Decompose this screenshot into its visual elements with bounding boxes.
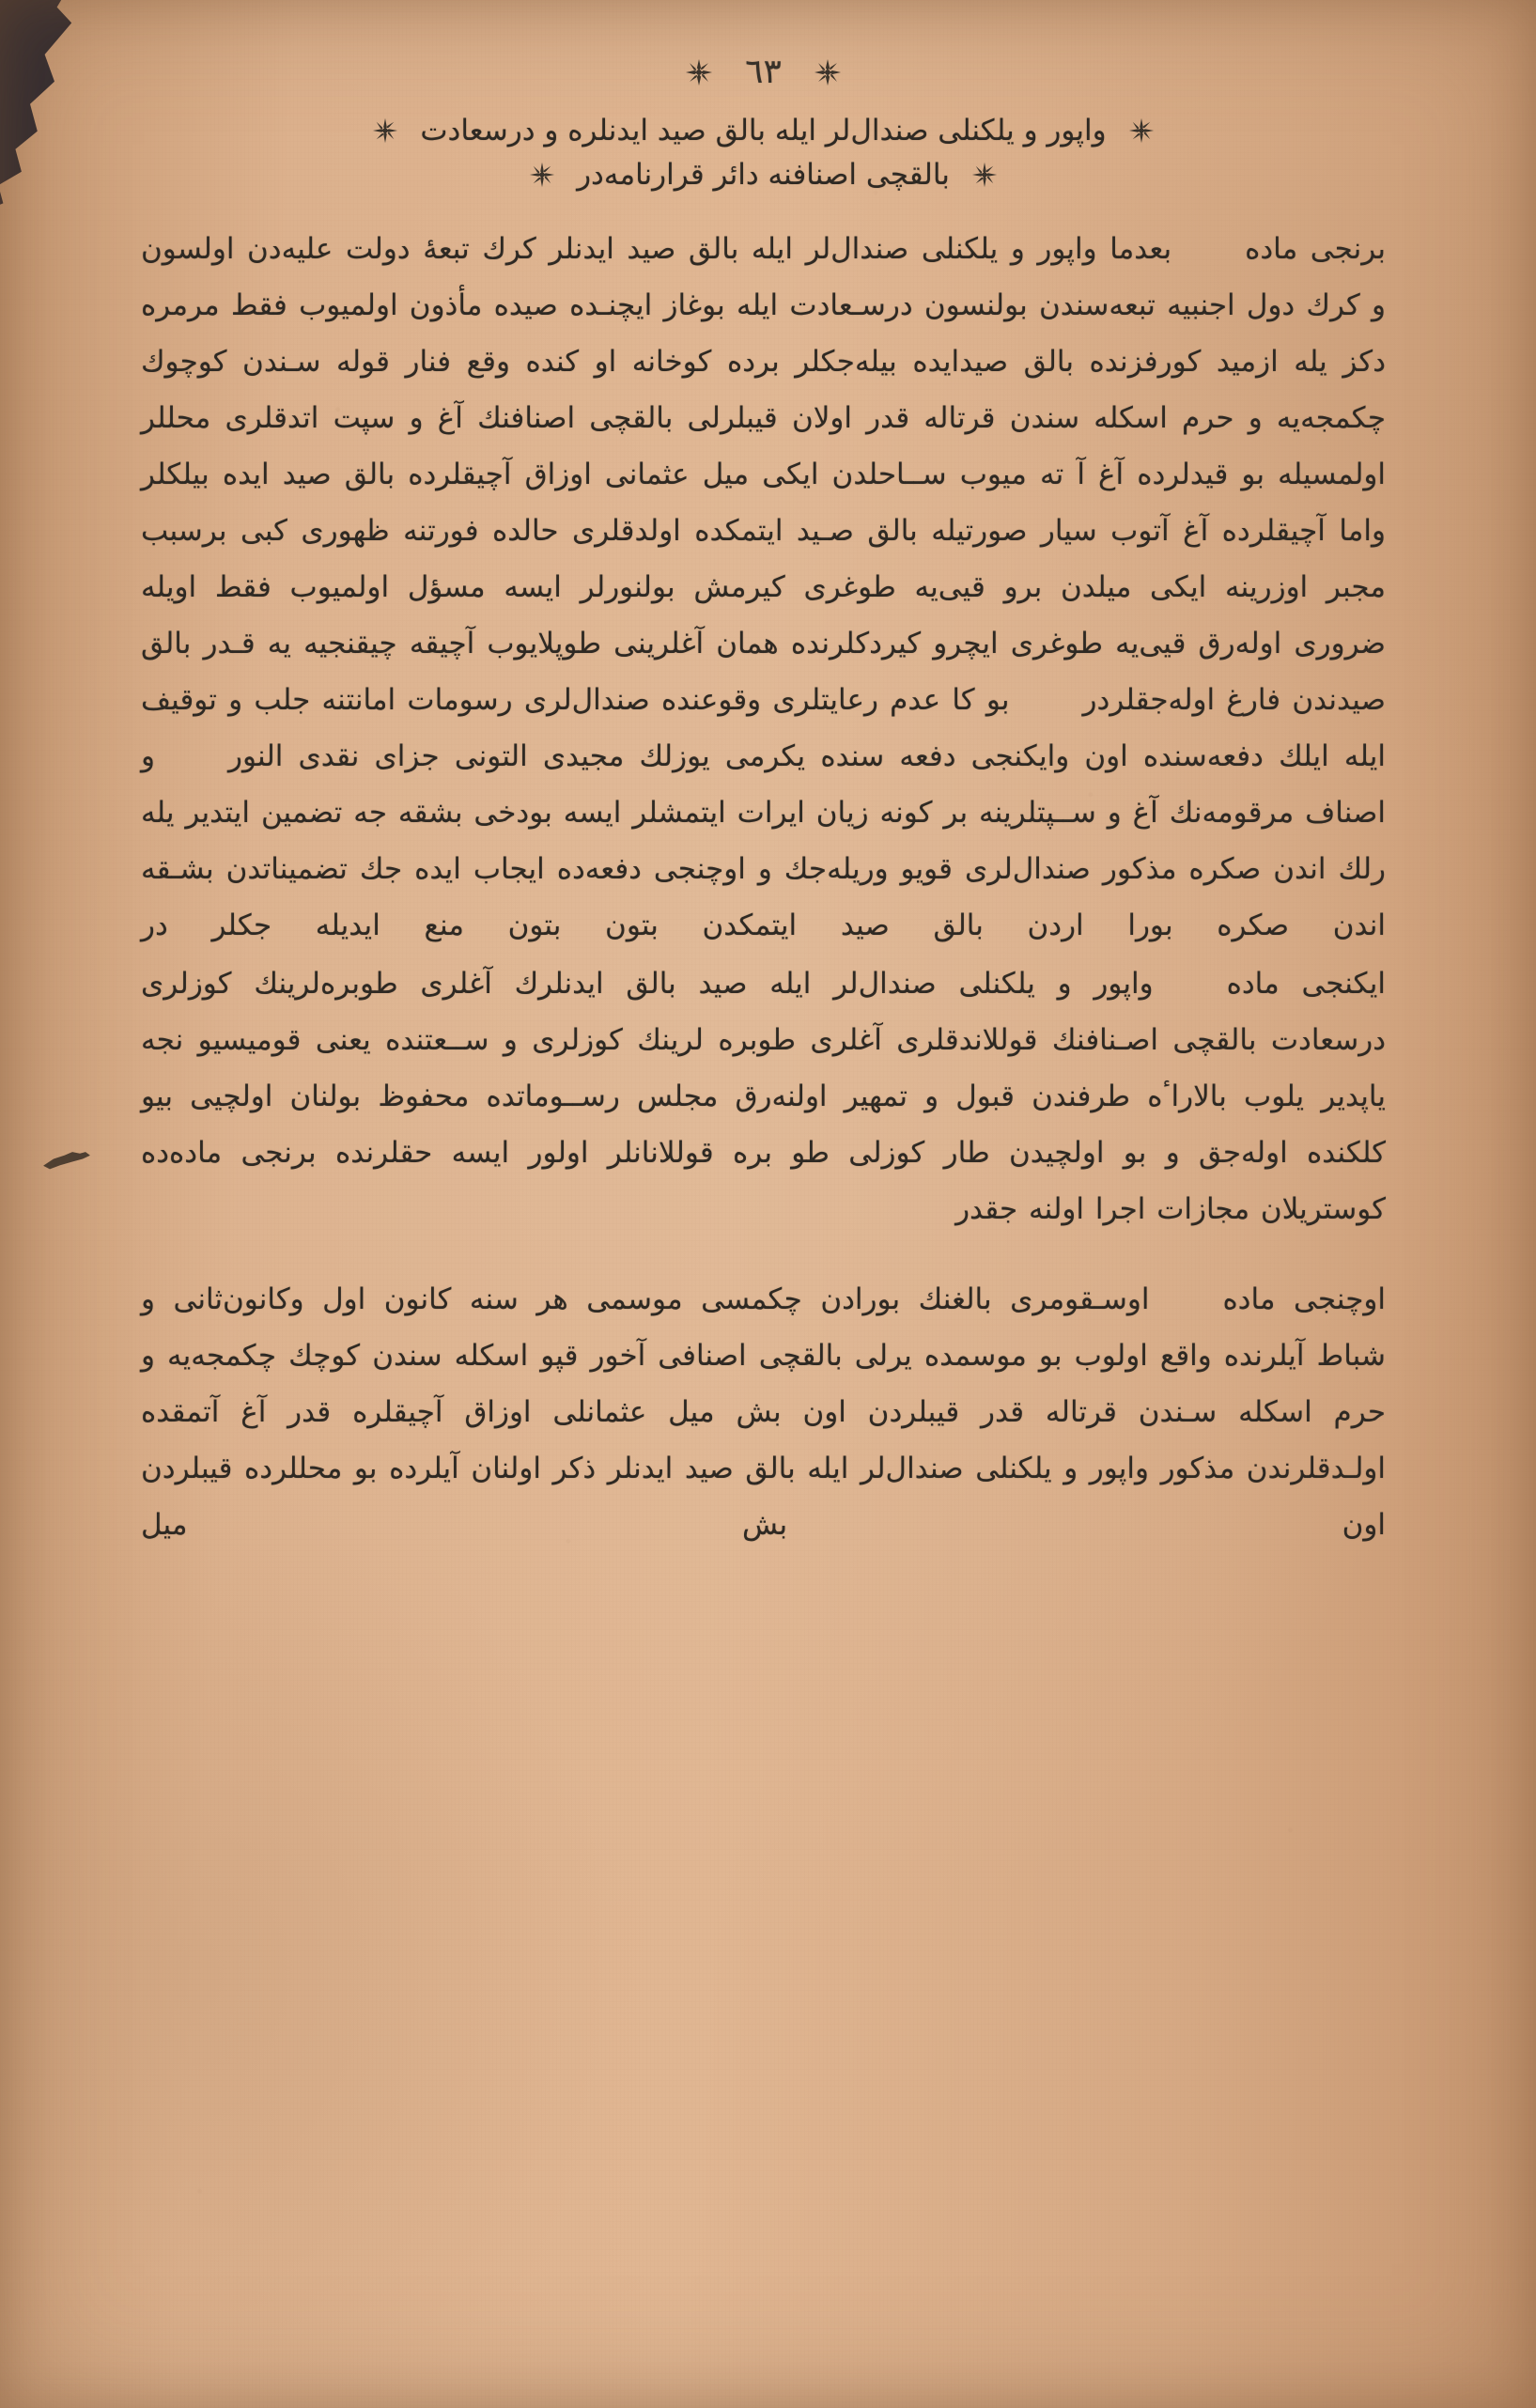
article-1-cont2-line-2: زیان ایرات ایتمشلر ایسه بودخی بشقه جه تضمین ایتدیر یله رلك اندن صکره مذکور (141, 795, 1386, 886)
page-number: ٦٣ (745, 53, 782, 91)
article-1-cont2-line-4: اندن صکره بورا اردن بالق صید ایتمکدن بتون بتون منع ایدیله جکلر در (141, 908, 1386, 942)
article-2-line-6: اجرا اولنه جقدر (955, 1191, 1146, 1226)
article-2-line-1: واپور و یلکنلی صندال‌لر ایله صید بالق ایدنلرك آغلری طوبره‌لرینك (254, 966, 1154, 1001)
article-2-line-4: مجلس رســوماتده محفوظ بولنان اولچیی بیو کلکنده اوله‌جق و بو اولچیدن طار (141, 1079, 1387, 1170)
title-line-1-row (141, 110, 1386, 152)
article-1-paragraph (141, 221, 1386, 954)
article-1-cont2-line-3: صندال‌لری قویو وریله‌جك و اوچنجی دفعه‌ده ایجاب ایده جك تضمیناتدن بشـقه (141, 851, 1091, 886)
article-1-line-8: اولدقلری حالده فورتنه ظهوری کبی برسبب مجبر اوزرینه ایکی میلدن برو قیی‌یه (141, 513, 1386, 604)
article-2-paragraph (141, 955, 1386, 1237)
article-3-line-2: وکانون‌ثانی و شباط آیلرنده واقع اولوب بو موسمده یرلی بالقچی اصنافی آخور قپو (141, 1282, 1386, 1373)
article-2-line-5: کوزلی طو بره قوللانانلر اولور ایسه حقلرنده برنجی ماده‌ده کوستریلان مجازات (141, 1135, 1386, 1226)
article-1-line-1: بعدما واپور و یلکنلی صندال‌لر ایله بالق صید ایدنلر کرك تبعهٔ دولت (345, 231, 1172, 266)
article-1-line-7: بالق صید ایده بیلکلر واما آچیقلرده آغ آتوب سیار صورتیله بالق صـید ایتمکده (141, 457, 1386, 548)
page-number-row (141, 53, 1386, 91)
title-line-2: بالقچی اصنافنه دائر قرارنامه‌در (577, 157, 950, 192)
document-title (141, 110, 1386, 196)
article-1-line-10: طوغری ایچرو کیردکلرنده همان آغلرینی طوپلایوب آچیقه چیقنجیه یه قـدر بالق (141, 626, 1104, 660)
floret-ornament-icon (814, 58, 842, 86)
title-line-2-row (141, 154, 1386, 196)
floret-ornament-icon (528, 161, 556, 189)
article-1-line-11: صیدندن فارغ اوله‌جقلردر (1082, 682, 1386, 717)
article-1-cont-line-1: بو کا عدم رعایتلری وقوعنده صندال‌لری رسومات (407, 682, 1010, 717)
article-1-line-6: محللر اولمسیله بو قیدلرده آغ آ ته میوب ســاحلدن ایکی میل عثمانی اوزاق آچیقلرده (141, 400, 1386, 491)
article-3-paragraph (141, 1271, 1386, 1553)
floret-ornament-icon (1127, 117, 1156, 145)
article-1-line-3: بوغاز ایچنـده صیده مأذون اولمیوب فقط مرمره دکز یله ازمید کورفزنده بالق (141, 287, 1386, 379)
floret-ornament-icon (371, 117, 399, 145)
article-3-lead: اوچنجی ماده (1222, 1282, 1386, 1316)
article-2-lead: ایکنجی ماده (1226, 966, 1387, 1001)
article-1-line-4: صیدایده بیله‌جکلر برده کوخانه او کنده وقع فنار قوله سـندن کوچوك چکمجه‌یه (141, 344, 1386, 435)
article-3-line-1: اوسـقومری بالغنك بورادن چکمسی موسمی هر سنه کانون اول (322, 1282, 1150, 1316)
article-2-line-3: و ســعتنده یعنی قومیسیو نجه یاپدیر یلوب بالاراٴه طرفندن قبول و تمهیر اولنه‌رق (141, 1022, 1386, 1113)
article-3-line-3: اسکله سندن کوچك چکمجه‌یه و حرم اسکله سـندن قرتاله قدر قیبلردن اون بش (141, 1338, 1386, 1429)
torn-corner-damage (0, 0, 103, 212)
article-1-line-2: علیه‌دن اولسون و کرك دول اجنبیه تبعه‌سندن بولنسون درسـعادت ایله (141, 231, 1387, 322)
floret-ornament-icon (685, 58, 713, 86)
article-1-cont-line-3: مجیدی التونی جزای نقدی النور (227, 738, 625, 773)
article-1-line-5: و حرم اسکله سندن قرتاله قدر اولان قیبلرلی بالقچی اصنافنك آغ و سپت اتدقلری (225, 400, 1263, 435)
article-3-line-5: صندال‌لر ایله بالق صید ایدنلر ذکر اولنان آیلرده بو محللرده قیبلردن اون بش میل (141, 1451, 1386, 1542)
margin-ink-blot (43, 1148, 90, 1173)
title-line-1: واپور و یلکنلی صندال‌لر ایله بالق صید ایدنلره و درسعادت (420, 114, 1107, 148)
floret-ornament-icon (970, 161, 999, 189)
article-1-lead: برنجی ماده (1245, 231, 1386, 266)
paragraph-gap (141, 1239, 1386, 1271)
article-1-cont2-line-1: و اصناف مرقومه‌نك آغ و ســپتلرینه بر کونه (141, 738, 1386, 830)
article-1-cont-line-2: امانتنه جلب و توقیف ایله ایلك دفعه‌سنده اون وایکنجی دفعه سنده یکرمی یوز‌لك (141, 682, 1386, 773)
page-content (141, 53, 1386, 1555)
article-1-line-9: طوغری کیرمش بولنورلر ایسه مسؤل اولمیوب فقط اویله ضروری اوله‌رق قیی‌یه (141, 569, 1386, 660)
article-3-line-4: میل عثمانلی اوزاق آچیقلره قدر آغ آتمقده اولـدقلرندن مذکور واپور و یلکنلی (141, 1394, 1386, 1485)
article-2-line-2: کوزلری درسعادت بالقچی اصـنافنك قوللاندقلری آغلری طوبره لرینك کوزلری (141, 966, 1387, 1057)
